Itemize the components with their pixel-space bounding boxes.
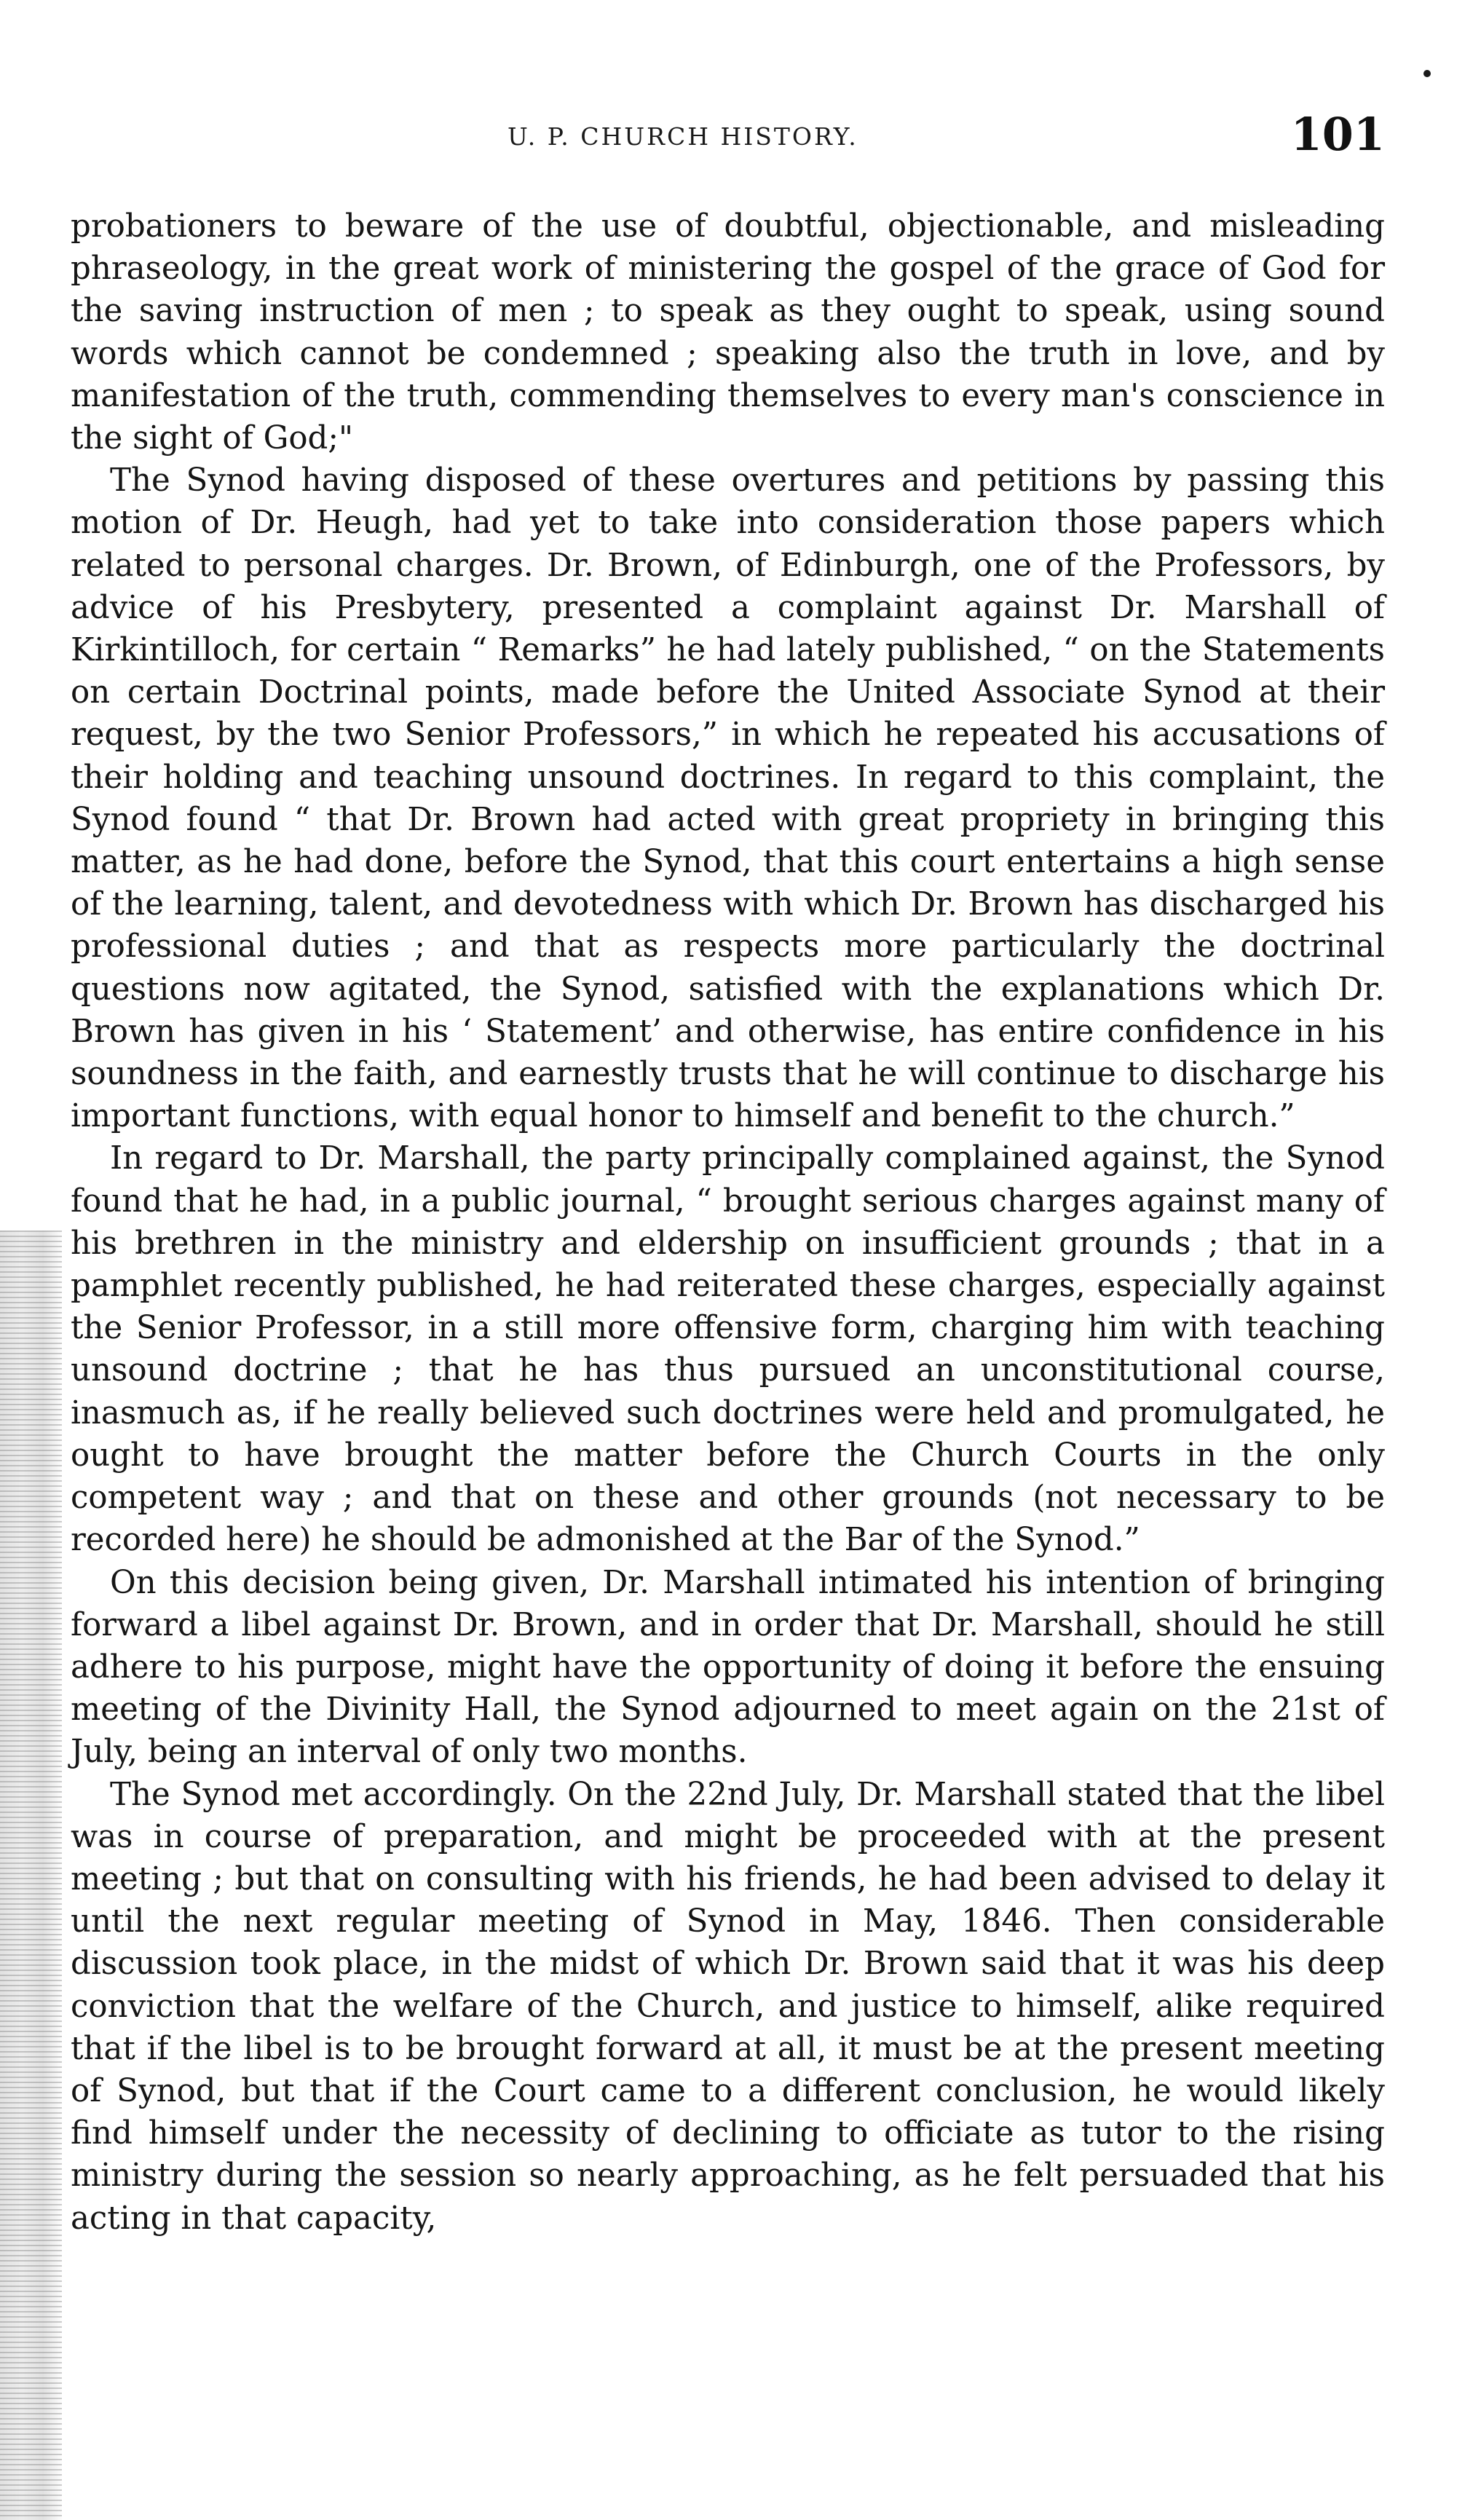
- paragraph-synod-complaint: The Synod having disposed of these overtures and petitions by passing this motion of Dr. Heugh, had yet to take into consideration those papers which related to personal charges. Dr. Brown, of Edinburgh, one of the Professors, by advice of his Presbytery, presented a complaint against Dr. Marshall of Kirkintilloch, for certain “ Remarks” he had lately published, “ on the Statements on certain Doctrinal points, made before the United Associate Synod at their request, by the two Senior Professors,” in which he repeated his accusations of their holding and teaching unsound doctrines. In regard to this complaint, the Synod found “ that Dr. Brown had acted with great propriety in bringing this matter, as he had done, before the Synod, that this court entertains a high sense of the learning, talent, and devotedness with which Dr. Brown has discharged his professional duties ; and that as respects more particularly the doctrinal questions now agitated, the Synod, satisfied with the explanations which Dr. Brown has given in his ‘ Statement’ and otherwise, has entire confidence in his soundness in the faith, and earnestly trusts that he will continue to discharge his important functions, with equal honor to himself and benefit to the church.”: [71, 462, 1385, 1135]
- paragraph-synod-met: The Synod met accordingly. On the 22nd July, Dr. Marshall stated that the libel was in course of preparation, and might be proceeded with at the present meeting ; but that on consulting with his friends, he had been advised to delay it until the next regular meeting of Synod in May, 1846. Then considerable discussion took place, in the midst of which Dr. Brown said that it was his deep conviction that the welfare of the Church, and justice to himself, alike required that if the libel is to be brought forward at all, it must be at the present meeting of Synod, but that if the Court came to a different conclusion, he would likely find himself under the necessity of declining to officiate as tutor to the rising ministry during the session so nearly approaching, as he felt persuaded that his acting in that capacity,: [71, 1776, 1385, 2237]
- paragraph-marshall-finding: In regard to Dr. Marshall, the party principally complained against, the Synod found that he had, in a public journal, “ brought serious charges against many of his brethren in the ministry and eldership on insufficient grounds ; that in a pamphlet recently published, he had reiterated these charges, especially against the Senior Professor, in a still more offensive form, charging him with teaching unsound doctrine ; that he has thus pursued an unconstitutional course, inasmuch as, if he really believed such doctrines were held and promulgated, he ought to have brought the matter before the Church Courts in the only competent way ; and that on these and other grounds (not necessary to be recorded here) he should be admonished at the Bar of the Synod.”: [71, 1140, 1385, 1559]
- ink-speck: [1423, 70, 1431, 77]
- running-header: [71, 108, 1385, 159]
- binding-gutter-shadow: [0, 1231, 62, 2520]
- body-text: [71, 205, 1385, 2240]
- paragraph-continued: probationers to beware of the use of doubtful, objectionable, and misleading phraseology, in the great work of ministering the gospel of the grace of God for the saving instruction of men ; to speak as they ought to speak, using sound words which cannot be condemned ; speaking also the truth in love, and by manifestation of the truth, commending themselves to every man's conscience in the sight of God;": [71, 208, 1385, 457]
- paragraph-libel-intention: On this decision being given, Dr. Marshall intimated his intention of bringing forward a libel against Dr. Brown, and in order that Dr. Marshall, should he still adhere to his purpose, might have the opportunity of doing it before the ensuing meeting of the Divinity Hall, the Synod adjourned to meet again on the 21st of July, being an interval of only two months.: [71, 1564, 1385, 1771]
- running-head-title: U. P. CHURCH HISTORY.: [508, 122, 858, 151]
- page-number: 101: [1290, 108, 1385, 161]
